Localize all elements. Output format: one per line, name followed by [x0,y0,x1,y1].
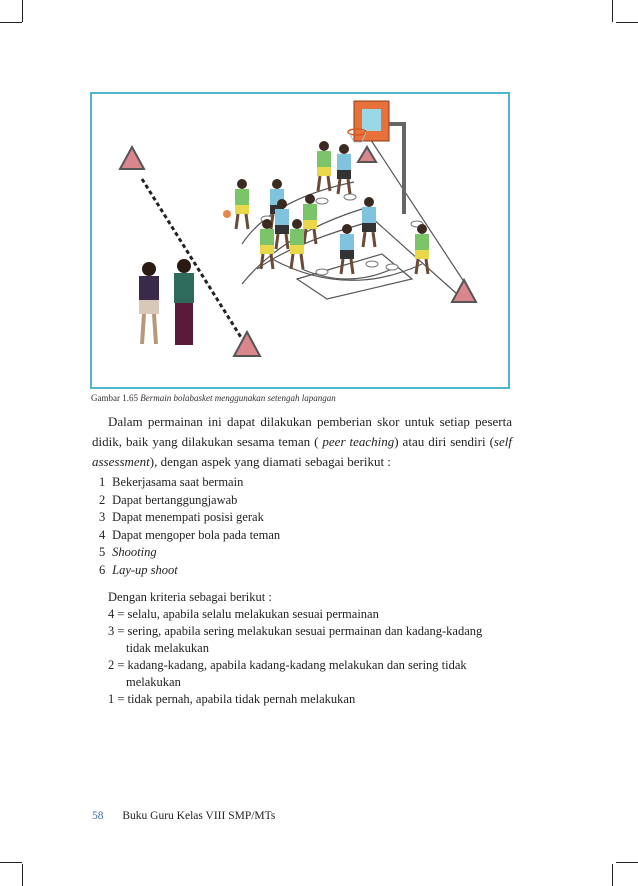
list-item: 5 Shooting [99,545,157,559]
crop-mark [612,864,613,886]
list-item: 1 Bekerjasama saat bermain [99,475,244,489]
crop-mark [612,0,613,22]
paragraph-line: assessment), dengan aspek yang diamati sebagai berikut : [92,454,391,469]
criteria-item: 3 = sering, apabila sering melakukan sesuai permainan dan kadang-kadang [108,624,483,638]
crop-mark [616,22,638,23]
page-footer [92,810,275,822]
criteria-item: 4 = selalu, apabila selalu melakukan sesuai permainan [108,607,379,621]
criteria-item-continuation: melakukan [126,675,181,689]
basketball-illustration [90,92,510,389]
criteria-item: 1 = tidak pernah, apabila tidak pernah melakukan [108,692,356,706]
criteria-list [108,589,482,708]
paragraph-line: Dalam permainan ini dapat dilakukan pemberian skor untuk setiap peserta [108,414,512,429]
crop-mark [0,862,22,863]
criteria-item: 2 = kadang-kadang, apabila kadang-kadang melakukan dan sering tidak [108,658,467,672]
crop-mark [22,0,23,22]
crop-mark [616,862,638,863]
half-court-drawing [92,94,508,387]
list-item: 3 Dapat menempati posisi gerak [99,510,264,524]
crop-mark [22,864,23,886]
crop-mark [0,22,22,23]
list-item: 4 Dapat mengoper bola pada teman [99,527,281,542]
page-number: 58 [92,810,104,822]
aspect-list [99,474,280,579]
caption-number: Gambar 1.65 [91,393,138,403]
caption-title: Bermain bolabasket menggunakan setengah lapangan [140,393,336,403]
ball [223,210,231,218]
players [139,141,429,345]
paragraph-line: didik, baik yang dilakukan sesama teman ( peer teaching) atau diri sendiri (self [92,434,512,449]
criteria-item-continuation: tidak melakukan [126,641,209,655]
criteria-intro: Dengan kriteria sebagai berikut : [108,590,272,604]
figure-caption [91,393,336,403]
body-paragraph [92,412,512,472]
book-title: Buku Guru Kelas VIII SMP/MTs [122,810,276,822]
list-item: 2 Dapat bertanggungjawab [99,492,238,507]
list-item: 6 Lay-up shoot [99,562,178,577]
